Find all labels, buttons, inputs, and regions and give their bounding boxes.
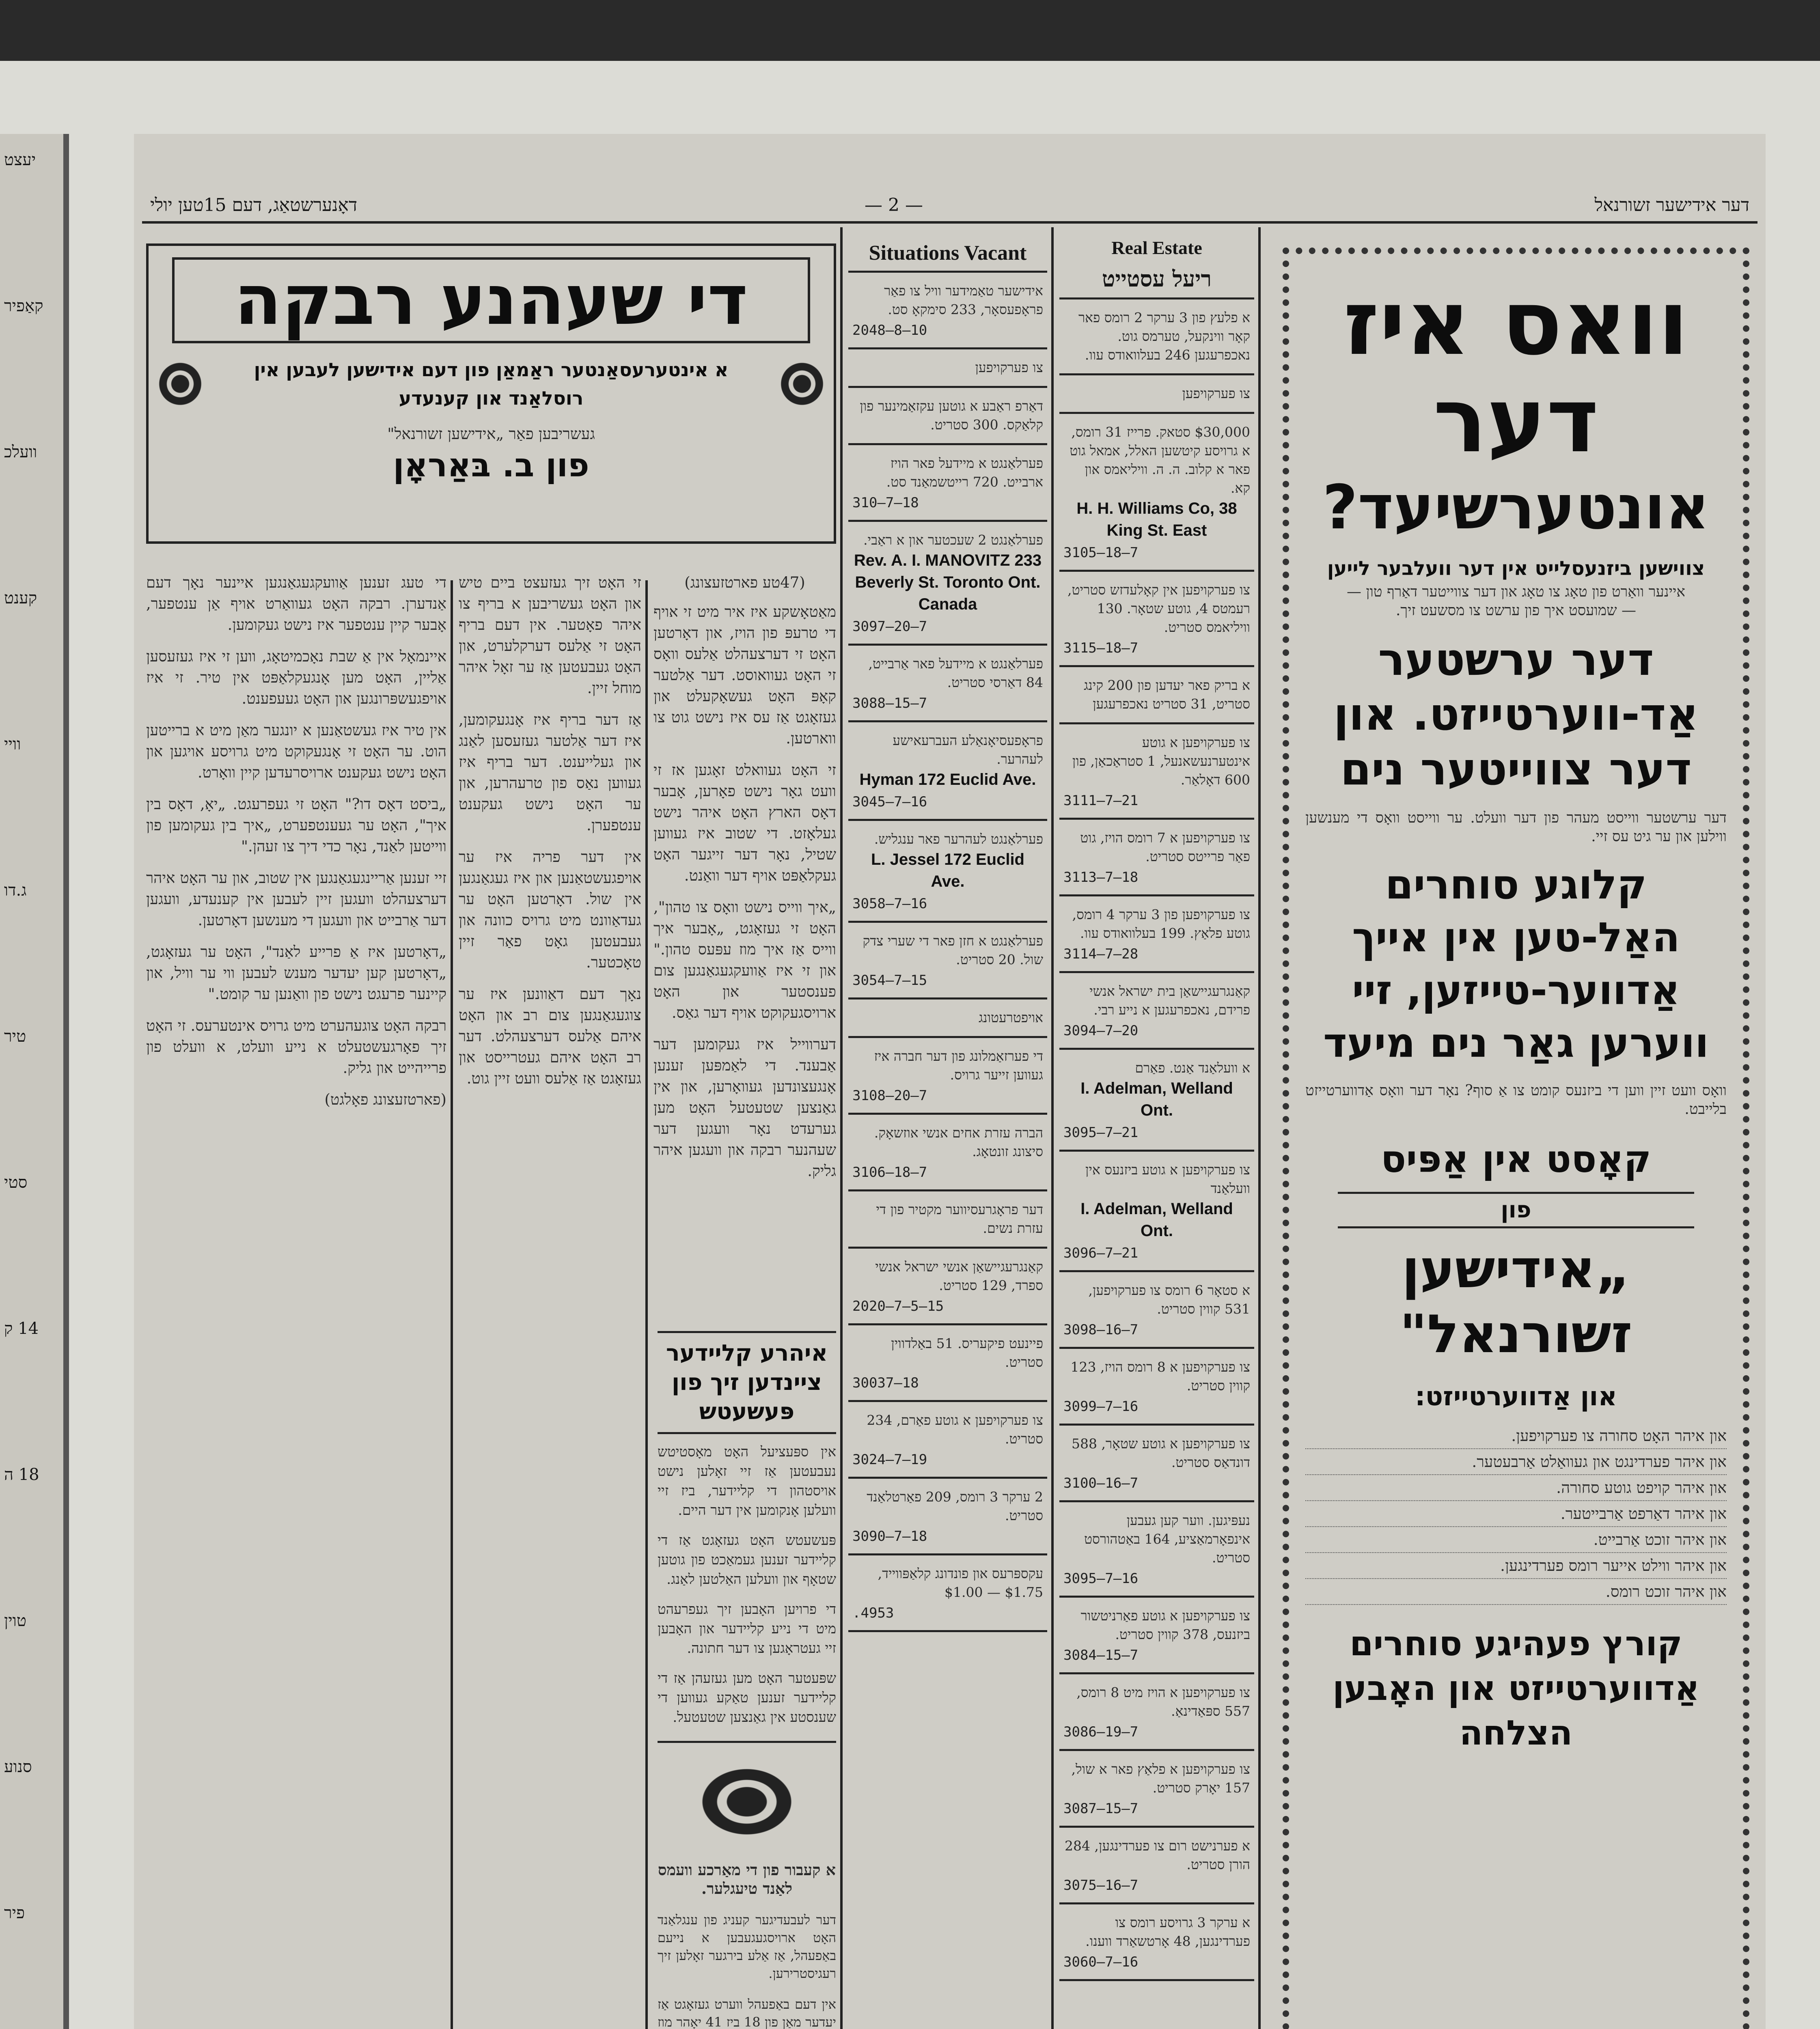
real-estate-ad <box>1059 1828 1254 1904</box>
ad-items-list <box>1305 1423 1727 1605</box>
header-rule <box>142 221 1757 224</box>
real-estate-ad-text: א פלעץ פון 3 ערקר 2 רומס פאר קאָר ווינקעל, טערמס גוט. נאכפרעגען 246 בעלוואודס עוו. <box>1078 310 1250 363</box>
situations-ad <box>848 1249 1047 1325</box>
real-estate-ad-text: קאַנגרעגיישאַן בית ישראל אנשי פרידם, נאכפרעגען א נייע רבי. <box>1089 983 1250 1018</box>
royal-notice <box>658 1741 836 2029</box>
ad-footer-line2: אַדווערטייזט און האָבען <box>1332 1668 1700 1708</box>
header-newspaper-name: דער אידישער זשורנאל <box>1594 195 1749 215</box>
real-estate-ad <box>1059 1674 1254 1751</box>
situations-ad-number: 3108—20—7 <box>852 1088 927 1104</box>
situations-ad-text: אויפטרעטונג <box>978 1010 1043 1025</box>
real-estate-ad <box>1059 1152 1254 1272</box>
previous-page-fragment: טוין <box>4 1611 27 1630</box>
situations-ad-number: 3088—15—7 <box>852 695 927 711</box>
real-estate-ad-text: צו פערקויפען א גוטע פאַרניטשור ביזנעס, 378 קווין סטריט. <box>1080 1608 1250 1642</box>
real-estate-ad-english: H. H. Williams Co, 38 King St. East <box>1076 500 1237 539</box>
previous-page-fragment: 14 ק <box>4 1319 39 1338</box>
column-rule <box>840 227 843 2029</box>
situations-ad <box>848 722 1047 821</box>
previous-page-fragment: סטי <box>4 1173 28 1192</box>
situations-vacant-ads <box>848 273 1047 1632</box>
situations-ad-text: פראָפעסיאָנאַלע העברעאישע לעהרער. <box>893 732 1043 767</box>
column-rule <box>1051 227 1054 2029</box>
ad-item: און איהר זוכט רומס. <box>1305 1579 1727 1605</box>
header-date: דאָנערשטאַג, דעם 15טען יולי <box>150 195 358 215</box>
kleider-paragraph: שפּעטער האָט מען געזעהן אַז די קליידער זענען טאַקע געווען די שענסטע אין גאַנצען שטעטעל. <box>658 1670 836 1725</box>
situations-vacant-column <box>848 235 1047 2029</box>
situations-ad <box>848 1479 1047 1555</box>
real-estate-ad <box>1059 1904 1254 1981</box>
ad-intro: צווישען ביזנעסלייט אין דער וועלבער לייען <box>1327 557 1705 580</box>
feature-paragraph: איינמאָל אין אַ שבת נאָכמיטאָג, ווען זי איז געזעסען אַליין, האָט מען אָנגעקלאַפּט אין טיר. זי איז אויפגעשפּרונגען און האָט געעפענט. <box>146 648 446 707</box>
feature-paragraph: „איך ווייס נישט וואָס צו טהון", האָט זי געזאָגט, „אָבער איך ווייס אַז איך מוז עפּעס טהון." און זי איז אַוועקגעגאַנגען צום פענסטער און האָט ארויסגעקוקט אויף דער גאַס. <box>653 898 836 1021</box>
feature-title-box <box>146 243 836 560</box>
real-estate-ad-number: 3084—15—7 <box>1063 1647 1139 1663</box>
column-rule <box>645 580 648 2029</box>
situations-ad <box>848 1191 1047 1249</box>
real-estate-ad-number: 3113—7—18 <box>1063 869 1139 885</box>
situations-ad <box>848 1555 1047 1632</box>
rose-ornament-icon <box>156 360 205 408</box>
feature-paragraph: רבקה האָט צוגעהערט מיט גרויס אינטערעס. זי האָט זיך פאָרגעשטעלט א נייע וועלט, א וועלט פון פרייהייט און גליק. <box>146 1017 446 1077</box>
situations-ad-number: 3058—7—16 <box>852 896 927 912</box>
situations-ad-text: צו פערקויפען א גוטע פאַרם, 234 סטריט. <box>867 1412 1043 1447</box>
ad-item: און איהר האָט סחורה צו פערקויפען. <box>1305 1423 1727 1449</box>
real-estate-ad <box>1059 1050 1254 1152</box>
feature-paragraph: מאַטאָשקע איז איר מיט זי אויף די טרעפּ פון הויז, און דאָרטען האָט זי דערצעהלט אַלעס וואָס זי האָט געוואוסט. דער אַלטער קאָפּ האָט געשאָקעלט און געזאָגט אַז עס איז נישט גוט צו ווארטען. <box>653 603 836 747</box>
feature-paragraph: אין דער פריה איז ער אויפגעשטאַנען און איז געגאַנגען אין שול. דאָרטען האָט ער געדאַוונט מיט גרויס כוונה און געבעטען גאָט פאַר זיין טאָכטער. <box>459 848 641 971</box>
real-estate-ad <box>1059 414 1254 572</box>
real-estate-ad-text: נעפּיגען. ווער קען געבען אינפאָרמאַציע, 164 באַטהורסט סטריט. <box>1084 1512 1250 1566</box>
feature-paragraph: אַז דער בריף איז אָנגעקומען, איז דער אַלטער געזעסען לאַנג און געלייענט. דער בריף איז געווען נאַס פון טרעהרען, און ער האָט נישט געקענט ענטפערן. <box>459 711 641 834</box>
real-estate-ad-number: 3098—16—7 <box>1063 1322 1139 1338</box>
feature-chapter: (47טע פארטזעצונג) <box>684 574 805 591</box>
previous-page-fragment: טיר <box>4 1027 26 1046</box>
previous-page-fragment: קאַפיר <box>4 297 43 315</box>
ad-from: פון <box>1338 1192 1694 1228</box>
real-estate-ad-number: 3096—7—21 <box>1063 1245 1139 1261</box>
situations-ad-english: Rev. A. I. MANOVITZ 233 Beverly St. Toronto Ont. Canada <box>854 551 1042 613</box>
feature-paragraph: די טעג זענען אַוועקגעגאַנגען איינער נאָך דעם אַנדערן. רבקה האָט געוואַרט אויף אַן ענטפער, אָבער קיין ענטפער איז נישט געקומען. <box>146 574 446 633</box>
real-estate-ad-english: I. Adelman, Welland Ont. <box>1080 1079 1233 1119</box>
real-estate-ad-text: צו פערקויפען א גוטע אינטערנעשאנעל, 1 סטראַכאַן, פון 600 דאָלאַר. <box>1072 734 1250 788</box>
editorial-advertisement <box>1283 248 1749 2029</box>
kleider-paragraph: די פרויען האָבען זיך געפרעהט מיט די נייע קליידער און האָבען זיי געטראָגען צו דער חתונה. <box>658 1601 836 1656</box>
real-estate-column <box>1059 235 1254 2029</box>
feature-author: פון ב. בּאַראָן <box>393 446 589 484</box>
situations-ad <box>848 1038 1047 1115</box>
feature-paragraph: „דאָרטען איז אַ פרייע לאַנד", האָט ער געזאָגט, „דאָרטען קען יעדער מענש לעבען ווי ער וויל, און קיינער פרעגט נישט פון וואַנען ער קומט." <box>146 943 446 1003</box>
situations-ad <box>848 646 1047 722</box>
feature-paragraph: זי האָט געוואלט זאָגען אז זי וועט גאָר נישט פאָרען, אָבער דאָס הארץ האָט איהר נישט געלאָזט. די שטוב איז געווען שטיל, נאָר דער זייגער האָט געקלאַפּט אויף דער וואַנט. <box>653 761 836 884</box>
ad-item: און איהר ווילט אייער רומס פערדינגען. <box>1305 1553 1727 1579</box>
situations-ad-number: 3045—7—16 <box>852 794 927 810</box>
ad-question-line2: דער <box>1433 368 1599 472</box>
real-estate-ad <box>1059 724 1254 820</box>
situations-ad-text: פערלאַנגט א חזן פאר די שערי צדק שול. 20 סטריט. <box>863 933 1043 967</box>
feature-paragraph: דערווייל איז געקומען דער אַבענד. די לאַמפּען זענען אָנגעצונדען געוואָרען, און אין גאַנצען שטעטעל האָט מען גערעדט נאָר וועגען דער שעהנער רבקה און וועגען איהר גליק. <box>653 1036 836 1180</box>
real-estate-ad-number: 3095—7—21 <box>1063 1124 1139 1141</box>
situations-ad-number: 2048—8—10 <box>852 322 927 338</box>
feature-title: די שעהנע רבקה <box>172 257 810 343</box>
situations-ad-text: 2 ערקר 3 רומס, 209 פאַרטלאַנד סטריט. <box>867 1489 1043 1523</box>
real-estate-ad-text: א בריק פאר יעדען פון 200 קינג סטריט, 31 סטריט נאכפרעגען <box>1084 677 1250 712</box>
situations-ad-number: 3024—7—19 <box>852 1452 927 1468</box>
situations-ad-number: 3106—18—7 <box>852 1164 927 1180</box>
situations-ad-text: פערלאַנגט לעהרער פאר ענגליש. <box>874 831 1043 847</box>
feature-paragraph: זיי זענען אַריינגעגאַנגען אין שטוב, און ער האָט איהר דערצעהלט וועגען זיין לעבען אין קענעדע, וועגען דער אַרבייט און וועגען די מענשען דאָרטען. <box>146 869 446 929</box>
situations-ad-number: .4953 <box>852 1605 894 1621</box>
real-estate-ad <box>1059 375 1254 414</box>
real-estate-ad-number: 3075—16—7 <box>1063 1877 1139 1893</box>
ad-footer-line1: קורץ פעהיגע סוחרים <box>1350 1624 1682 1663</box>
situations-ad-text: פיינעט פיקעריס. 51 באַלדווין סטריט. <box>891 1335 1043 1370</box>
situations-vacant-title: Situations Vacant <box>848 235 1047 273</box>
real-estate-ad-text: צו פערקויפען <box>1182 386 1250 401</box>
real-estate-ad <box>1059 1598 1254 1674</box>
feature-paragraph: זי האָט זיך געזעצט ביים טיש און האָט געשריבען א בריף צו איהר פאָטער. אין דעם בריף האָט זי אַלעס דערקלערט, און האָט געבעטען אַז ער זאָל איהר מוחל זיין. <box>459 574 641 697</box>
real-estate-ads <box>1059 299 1254 1981</box>
royal-notice-title: א קעבור פון די מאַרכע וועמס לאַנד טיעגלער. <box>658 1861 836 1898</box>
previous-page-fragment: 18 ה <box>4 1465 39 1484</box>
rose-ornament-icon <box>778 360 826 408</box>
column-rule <box>1258 227 1261 2029</box>
ad-cost: קאָסט אין אַפּיס <box>1380 1137 1652 1181</box>
column-rule <box>451 580 453 2029</box>
kleider-article <box>658 1331 836 1737</box>
situations-ad-text: קאַנגרעגיישאַן אנשי ישראל אנשי ספרד, 129 סטריט. <box>875 1259 1043 1293</box>
situations-ad-english: L. Jessel 172 Euclid Ave. <box>871 851 1024 890</box>
ad-heading: דער ערשטער אַד-ווערטייזט. און דער צווייטער נים <box>1333 633 1699 795</box>
ad-question-line1: וואס איז <box>1343 271 1689 375</box>
situations-ad-number: 3097—20—7 <box>852 618 927 635</box>
real-estate-ad-number: 3099—7—16 <box>1063 1398 1139 1415</box>
feature-subtitle: א אינטערעסאַנטער ראַמאַן פון דעם אידישען לעבען אין רוסלאַנד און קענעדע <box>254 359 729 409</box>
real-estate-ad-text: א סטאָר 6 רומס צו פערקויפען, 531 קווין סטריט. <box>1088 1282 1250 1317</box>
ad-clever-merchants: קלוגע סוחרים האַל-טען אין אייך אַדווער-טייזען, זיי ווערען גאַר נים מיעד <box>1323 861 1709 1066</box>
real-estate-ad-text: צו פערקויפען אין קאָלעדזש סטריט, רעמטס 4, גוטע שטאָר. 130 וויליאמס סטריט. <box>1067 582 1250 635</box>
real-estate-ad <box>1059 1502 1254 1598</box>
previous-page-fragment: קענט <box>4 589 37 607</box>
real-estate-ad-number: 3111—7—21 <box>1063 793 1139 809</box>
ad-paragraph-1: דער ערשטער ווייסט מעהר פון דער וועלט. ער ווייסט וואָס די מענשען ווילען און ער גיט עס זיי. <box>1305 810 1727 845</box>
real-estate-ad <box>1059 1426 1254 1502</box>
ad-footer-line3: הצלחה <box>1459 1713 1573 1753</box>
situations-ad-text: פערלאַנגט א מיידעל פאר הויז ארבייט. 720 רייטשמאַנד סט. <box>886 455 1043 490</box>
kleider-paragraph: אין ספּעציעל האָט מאָסטיטש נעבעטען אַז זיי זאָלען נישט אויסטהון די קליידער, ביז זיי וועלען אָנקומען אין דער היים. <box>658 1444 836 1519</box>
scanner-top-bar <box>0 0 1820 61</box>
situations-ad-number: 30037—18 <box>852 1375 919 1391</box>
situations-ad-text: עקספּרעס און פונדונג קלאַפּווייד, $1.75 — $1.00 <box>878 1566 1043 1600</box>
real-estate-ad <box>1059 299 1254 375</box>
ad-item: און איהר דאַרפט אַרבייטער. <box>1305 1501 1727 1527</box>
feature-paragraph: „ביסט דאָס דו?" האָט זי געפרעגט. „יאָ, דאָס בין איך", האָט ער געענטפערט, „איך בין געקומען פון ווייטען לאַנד, נאָר כדי דיך צו זעהן." <box>146 795 446 855</box>
previous-page-fragment: פיר <box>4 1904 25 1922</box>
royal-crest-icon <box>678 1751 816 1852</box>
feature-column-2 <box>459 572 641 2029</box>
ad-journal-line2: זשורנאל" <box>1400 1303 1632 1365</box>
situations-ad-number: 310—7—18 <box>852 495 919 511</box>
real-estate-ad-number: 3114—7—28 <box>1063 946 1139 962</box>
real-estate-ad <box>1059 973 1254 1050</box>
ad-journal-line1: „אידישען <box>1402 1238 1630 1300</box>
feature-paragraph: (פארטזעצונג פאָלגט) <box>324 1091 446 1108</box>
newspaper-page <box>134 134 1766 2029</box>
real-estate-ad-number: 3105—18—7 <box>1063 545 1139 561</box>
real-estate-ad-text: צו פערקויפען א גוטע ביזנעס אין וועלאַנד <box>1085 1162 1250 1196</box>
feature-paragraph: נאָך דעם דאַוונען איז ער צוגעגאַנגען צום רב און האָט איהם אַלעס דערצעהלט. דער רב האָט איהם געטרייסט און געזאָגט אַז אַלעס וועט זיין גוט. <box>459 985 641 1087</box>
real-estate-ad <box>1059 667 1254 724</box>
situations-ad-text: פערלאַנגט א מיידעל פאר אַרבייט, 84 דאַרסי סטריט. <box>868 656 1043 690</box>
real-estate-ad-number: 3115—18—7 <box>1063 640 1139 656</box>
situations-ad-number: 3090—7—18 <box>852 1528 927 1544</box>
real-estate-ad <box>1059 1751 1254 1828</box>
real-estate-ad-text: $30,000 סטאק. פרייז 31 רומס, א גרויסע קיטשען האלל, אמאל גוט פאר א קלוב. ה. ה. וויליאמס און קא. <box>1070 424 1250 496</box>
situations-ad-text: הברה עזרת אחים אנשי אוזשאָק. סיצונג זונטאָג. <box>874 1125 1043 1159</box>
previous-page-fragment: יעצט <box>4 151 36 169</box>
real-estate-ad-number: 3094—7—20 <box>1063 1023 1139 1039</box>
ad-item: און איהר זוכט אַרבייט. <box>1305 1527 1727 1553</box>
situations-ad <box>848 349 1047 388</box>
previous-page-fragment: וויי <box>4 735 21 754</box>
real-estate-ad-text: א ערקר 3 גרויסע רומס צו פערדינגען, 48 אָרטשאַרד ווענו. <box>1085 1915 1250 1949</box>
kleider-title: איהרע קליידער ציינדען זיך פון פּעשעטש <box>658 1331 836 1434</box>
previous-page-fragment: וועלכ <box>4 443 37 461</box>
real-estate-ad-text: א וועלאַנד אַנט. פאַרם <box>1135 1060 1250 1076</box>
ad-and-advertise: און אַדווערטייזט: <box>1415 1382 1617 1412</box>
situations-ad-text: פערלאַנגט 2 שעכטער און א ראַבי. <box>863 532 1043 548</box>
ad-item: און איהר פערדינגט און געוואַלט אַרבעטער. <box>1305 1449 1727 1475</box>
previous-page-edge <box>0 134 69 2029</box>
real-estate-title-en: Real Estate <box>1111 237 1202 258</box>
ad-line2: — שמועסט איך פון ערשט צו מסשעט זיך. <box>1395 602 1637 619</box>
real-estate-ad <box>1059 1272 1254 1349</box>
real-estate-ad-english: I. Adelman, Welland Ont. <box>1080 1200 1233 1240</box>
real-estate-ad <box>1059 896 1254 973</box>
real-estate-ad <box>1059 1349 1254 1426</box>
situations-ad <box>848 1402 1047 1479</box>
situations-ad-text: צו פערקויפען <box>975 360 1043 375</box>
feature-written-for: געשריבען פאַר „אידישען זשורנאל" <box>387 425 595 443</box>
real-estate-title-yi: ריעל עסטייט <box>1059 260 1254 299</box>
real-estate-ad-text: צו פערקויפען א גוטע שטאָר, 588 דונדאַס סטריט. <box>1071 1436 1250 1470</box>
situations-ad-number: 3054—7—15 <box>852 972 927 989</box>
situations-ad <box>848 1115 1047 1191</box>
header-page-number: — 2 — <box>865 195 923 215</box>
real-estate-ad-text: צו פערקויפען א פלאַץ פאר א שול, 157 יאָרק סטריט. <box>1071 1761 1250 1796</box>
situations-ad-text: דער פראָגרעסיווער מקטיר פון די עזרת נשים. <box>876 1202 1043 1236</box>
situations-ad-text: אידישער טאַמידער וויל צו פאַר פראָפעסאָר, 233 סימקאָ סט. <box>884 283 1043 317</box>
situations-ad <box>848 821 1047 923</box>
real-estate-ad-number: 3087—15—7 <box>1063 1801 1139 1817</box>
previous-page-fragment: סנוע <box>4 1758 32 1776</box>
real-estate-ad-text: א פערנישט רום צו פערדינגען, 284 הורן סטריט. <box>1065 1838 1250 1872</box>
real-estate-ad-number: 3100—16—7 <box>1063 1475 1139 1491</box>
ad-paragraph-2: וואָס וועט זיין ווען די ביזנעס קומט צו אַ סוף? נאָר דער וואָס אַדווערטייזט בלייבט. <box>1305 1082 1727 1118</box>
kleider-paragraph: פּעשעטש האָט געזאָגט אַז די קליידער זענען געמאַכט פון גוטען שטאָף און וועלען האַלטען לאַנג. <box>658 1532 836 1587</box>
real-estate-ad-number: 3086—19—7 <box>1063 1724 1139 1740</box>
real-estate-ad <box>1059 572 1254 667</box>
real-estate-ad-number: 3060—7—16 <box>1063 1954 1139 1970</box>
situations-ad <box>848 923 1047 999</box>
real-estate-ad-text: צו פערקויפען א 8 רומס הויז, 123 קווין סטריט. <box>1070 1359 1250 1394</box>
real-estate-ad-text: צו פערקויפען א 7 רומס הויז, גוט פאַר פרייטס סטריט. <box>1080 830 1250 864</box>
real-estate-ad-text: צו פערקויפען פון 3 ערקר 4 רומס, גוטע פלאַץ. 199 בעלוואודס עוו. <box>1072 907 1250 941</box>
ad-item: און איהר קויפט גוטע סחורה. <box>1305 1475 1727 1501</box>
feature-paragraph: אין טיר איז געשטאַנען א יונגער מאַן מיט א ברייטען הוט. ער האָט זי אָנגעקוקט מיט גרויסע אויגען און האָט נישט געקענט ארויסרעדען קיין וואָרט. <box>146 722 446 781</box>
situations-ad-number: 2020—7—5—15 <box>852 1298 944 1314</box>
real-estate-ad <box>1059 820 1254 896</box>
previous-page-fragment: ג.דו <box>4 881 27 900</box>
real-estate-ad-text: צו פערקויפען א הויז מיט 8 רומס, 557 ספּאַדינאַ. <box>1076 1684 1250 1719</box>
real-estate-ad-number: 3095—7—16 <box>1063 1570 1139 1587</box>
situations-ad <box>848 522 1047 646</box>
situations-ad <box>848 445 1047 522</box>
situations-ad <box>848 273 1047 349</box>
ad-line1: איינער וואַרט פון טאָג צו טאָג און דער צווייטער דאַרף טון — <box>1346 584 1686 600</box>
situations-ad-text: דאַרפ ראַבע א גוטען עקזאַמינער פון קלאַקס. 300 סטריט. <box>860 398 1043 433</box>
situations-ad <box>848 1325 1047 1402</box>
situations-ad-english: Hyman 172 Euclid Ave. <box>859 771 1036 788</box>
situations-ad <box>848 388 1047 445</box>
royal-notice-paragraph: אין דעם באַפעהל ווערט געזאָגט אַז יעדער מאַן פון 18 ביז 41 יאָהר מוז <box>658 1997 836 2029</box>
situations-ad <box>848 999 1047 1038</box>
feature-column-3 <box>146 572 446 2029</box>
ad-question-line3: אונטערשיעד? <box>1322 472 1710 543</box>
royal-notice-paragraph: דער לעבעדיגער קעניג פון ענגלאַנד האָט ארויסגעגעבען א נייעם באַפעהל, אַז אַלע בירגער זאָלען זיך רעגיסטרירען. <box>658 1912 836 1981</box>
situations-ad-text: די פערזאַמלונג פון דער חברה איז געווען זייער גרויס. <box>874 1048 1043 1083</box>
